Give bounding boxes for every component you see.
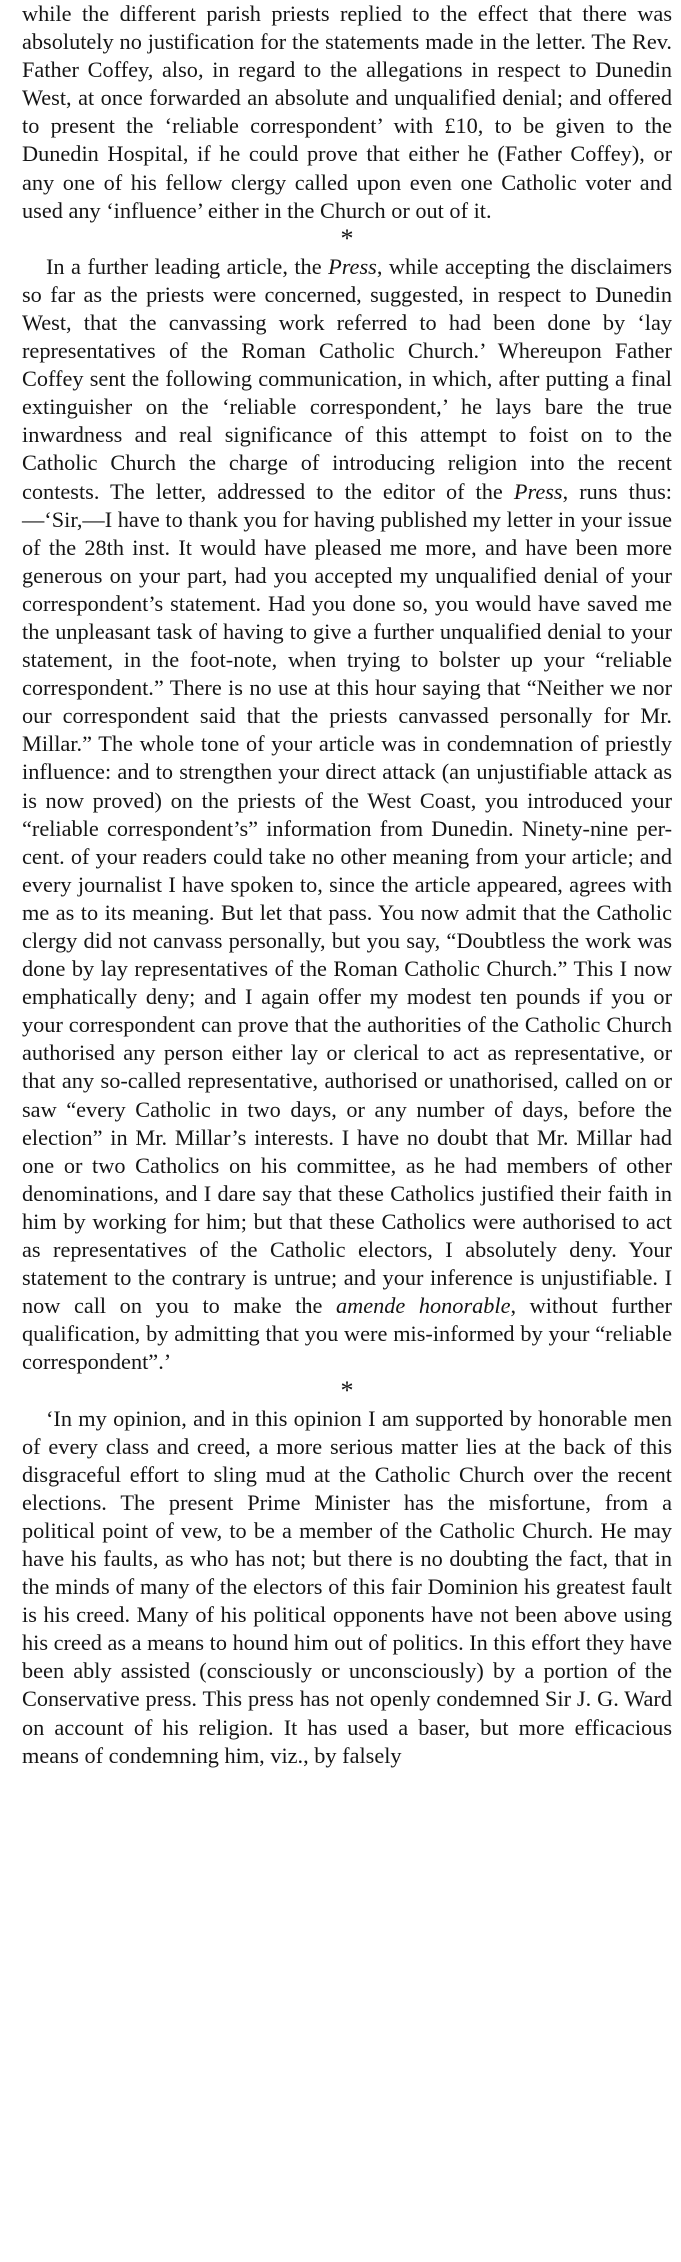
section-separator-asterisk: * [340,1375,354,1405]
paragraph-continued: while the different parish priests replied to the effect that there was absolutely no justification for the statements made in the letter. The Rev. Father Coffey, also, in regard to the allegations in respect to Dunedin West, at once forwarded an absolute and unqualified denial; and offered to present the ‘reliable correspondent’ with £10, to be given to the Dunedin Hospital, if he could prove that either he (Father Coffey), or any one of his fellow clergy called upon even one Catholic voter and used any ‘influence’ either in the Church or out of it. [22,1,672,223]
amende-honorable-italic: amende honorable [335,1293,511,1319]
newspaper-name-italic: Press [513,478,563,504]
paragraph-opinion: ‘In my opinion, and in this opinion I am supported by honorable men of every class and creed, a more serious matter lies at the back of this disgraceful effort to sling mud at the Catholic Church over the recent elections. The present Prime Minister has the misfortune, from a political point of vew, to be a member of the Catholic Church. He may have his faults, as who has not; but there is no doubting the fact, that in the minds of many of the electors of this fair Dominion his greatest fault is his creed. Many of his political opponents have not been above using his creed as a means to hound him out of politics. In this effort they have been ably assisted (consciously or unconsciously) by a portion of the Conservative press. This press has not openly condemned Sir J. G. Ward on account of his religion. It has used a baser, but more efficacious means of condemning him, viz., by falsely [22,1405,672,1768]
paragraph-text-segment: , while accepting the disclaimers so far as the priests were concerned, suggested, in respect to Dunedin West, that the canvassing work referred to had been done by ‘lay representatives of the Roman Catholic Church.’ Whereupon Father Coffey sent the following communication, in which, after putting a final extinguisher on the ‘reliable correspondent,’ he lays bare the true inwardness and real significance of this attempt to foist on to the Catholic Church the charge of introducing religion into the recent contests. The letter, addressed to the editor of the [22,253,672,504]
newspaper-name-italic: Press [328,253,377,279]
article-column [22,0,672,1770]
paragraph-text-segment: , runs thus:—‘Sir,—I have to thank you for having published my letter in your issue of the 28th inst. It would have pleased me more, and have been more generous on your part, had you accepted my unqualified denial of your correspondent’s statement. Had you done so, you would have saved me the unpleasant task of having to give a further unqualified denial to your statement, in the foot-note, when trying to bolster up your “reliable correspondent.” There is no use at this hour saying that “Neither we nor our correspondent said that the priests canvassed personally for Mr. Millar.” The whole tone of your article was in condemnation of priestly influence: and to strengthen your direct attack (an unjustifiable attack as is now proved) on the priests of the West Coast, you introduced your “reliable correspondent’s” information from Dunedin. Ninety-nine per-cent. of your readers could take no other meaning from your article; and every journalist I have spoken to, since the article appeared, agrees with me as to its meaning. But let that pass. You now admit that the Catholic clergy did not canvass personally, but you say, “Doubtless the work was done by lay representatives of the Roman Catholic Church.” This I now emphatically deny; and I again offer my modest ten pounds if you or your correspondent can prove that the authorities of the Catholic Church authorised any person either lay or clerical to act as representative, or that any so-called representative, authorised or unathorised, called on or saw “every Catholic in two days, or any number of days, before the election” in Mr. Millar’s interests. I have no doubt that Mr. Millar had one or two Catholics on his committee, as he had members of other denominations, and I dare say that these Catholics justified their faith in him by working for him; but that these Catholics were authorised to act as representatives of the Catholic electors, I absolutely deny. Your statement to the contrary is untrue; and your inference is unjustifiable. I now call on you to make the [22,478,672,1319]
paragraph-text-segment: In a further leading article, the [46,253,329,279]
paragraph-press-reply [22,253,672,1377]
section-separator-asterisk: * [340,223,354,253]
paragraph-text-segment: , without further qualification, by admitting that you were mis-informed by your “reliable correspondent”.’ [22,1293,672,1375]
